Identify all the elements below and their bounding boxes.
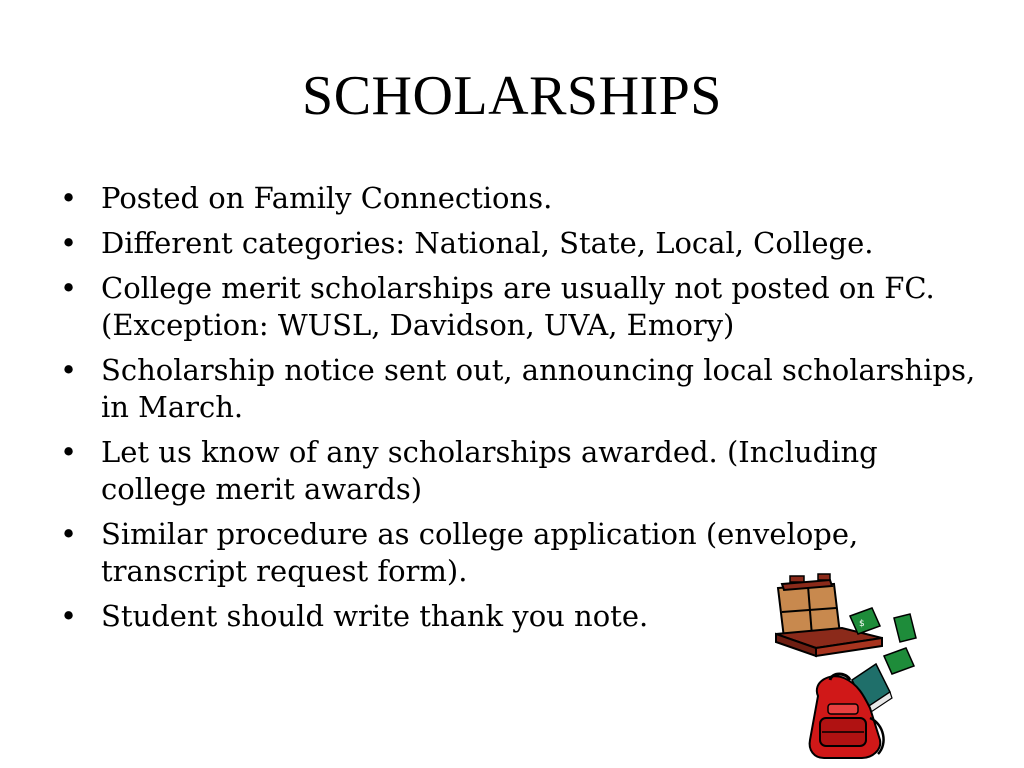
bullet-symbol: • — [60, 517, 78, 551]
briefcase-money-backpack-clipart — [772, 568, 932, 763]
bullet-item — [60, 270, 980, 344]
bullet-symbol: • — [60, 271, 78, 305]
bullet-text: Posted on Family Connections. — [101, 181, 553, 215]
bullet-symbol: • — [60, 226, 78, 260]
bullet-text: College merit scholarships are usually not posted on FC. (Exception: WUSL, Davidson, UVA, Emory) — [101, 271, 935, 342]
bullet-symbol: • — [60, 435, 78, 469]
bullet-symbol: • — [60, 599, 78, 633]
bullet-text: Similar procedure as college application (envelope, transcript request form). — [101, 517, 859, 588]
svg-text:$: $ — [859, 619, 865, 629]
bullet-text: Different categories: National, State, Local, College. — [101, 226, 874, 260]
bullet-text: Student should write thank you note. — [101, 599, 649, 633]
bullet-item — [60, 225, 980, 262]
bullet-item — [60, 352, 980, 426]
bullet-item — [60, 434, 980, 508]
bullet-text: Let us know of any scholarships awarded. (Including college merit awards) — [101, 435, 878, 506]
bullet-item — [60, 180, 980, 217]
bullet-text: Scholarship notice sent out, announcing local scholarships, in March. — [101, 353, 976, 424]
bullet-symbol: • — [60, 181, 78, 215]
slide-title: SCHOLARSHIPS — [302, 65, 722, 127]
bullet-symbol: • — [60, 353, 78, 387]
